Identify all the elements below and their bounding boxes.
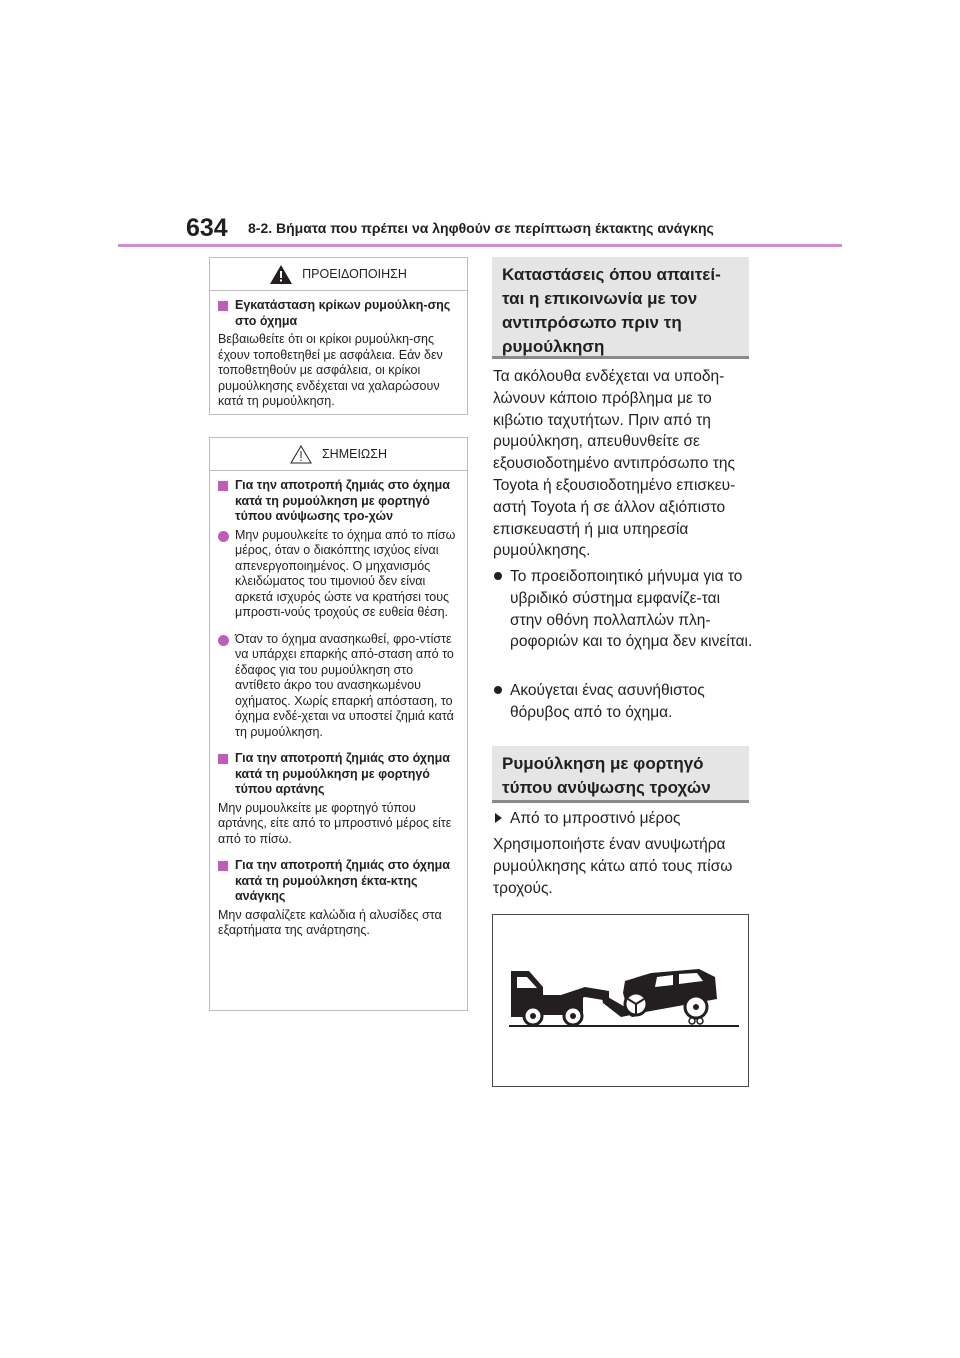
notice-header (210, 438, 467, 471)
heading-wheel-lift: Ρυμούλκηση με φορτηγό τύπου ανύψωσης τροχών (492, 746, 749, 803)
notice-section3-text: Μην ασφαλίζετε καλώδια ή αλυσίδες στα εξαρτήματα της ανάρτησης. (218, 907, 442, 937)
warning-text: Βεβαιωθείτε ότι οι κρίκοι ρυμούλκη-σης έχουν τοποθετηθεί με ασφάλεια. Εάν δεν τοποθετηθούν με ασφάλεια, οι κρίκοι ρυμούλκησης ενδέχεται να χαλαρώσουν κατά τη ρυμούλκηση. (218, 332, 443, 408)
warning-heading: Εγκατάσταση κρίκων ρυμούλκη-σης στο όχημα (218, 298, 459, 329)
notice-section3-heading: Για την αποτροπή ζημιάς στο όχημα κατά τη ρυμούλκηση έκτα-κτης ανάγκης (218, 858, 459, 905)
warning-title: ΠΡΟΕΙΔΟΠΟΙΗΣΗ (302, 267, 407, 281)
notice-box (209, 437, 468, 1011)
notice-icon (290, 445, 312, 464)
notice-bullet-2: Όταν το όχημα ανασηκωθεί, φρο-ντίστε να υπάρχει επαρκής από-σταση από το έδαφος για του ρυμούλκηση στο αντίθετο άκρο του ανασηκωμένου οχήματος. Χωρίς επαρκή απόσταση, το όχημα ενδέ-χεται να υποστεί ζημιά κατά τη ρυμούλκηση. (218, 632, 459, 741)
tow-truck-figure (493, 915, 748, 1086)
page-number: 634 (186, 214, 228, 242)
sub-front: Από το μπροστινό μέρος (493, 808, 755, 830)
notice-section2-heading: Για την αποτροπή ζημιάς στο όχημα κατά τη ρυμούλκηση με φορτηγό τύπου αρτάνης (218, 751, 459, 798)
intro-text: Τα ακόλουθα ενδέχεται να υποδη-λώνουν κάποιο πρόβλημα με το κιβώτιο ταχυτήτων. Πριν από τη ρυμούλκηση, απευθυνθείτε σε εξουσιοδοτημένο αντιπρόσωπο της Toyota ή εξουσιοδοτημένο επισκευ-αστή Toyota ή σε άλλον αξιόπιστο επισκευαστή ή μια υπηρεσία ρυμούλκησης. (493, 368, 736, 560)
section-title: 8-2. Βήματα που πρέπει να ληφθούν σε περίπτωση έκτακτης ανάγκης (248, 220, 714, 236)
towing-illustration (492, 914, 749, 1087)
warning-header (210, 258, 467, 291)
header-divider (118, 244, 842, 247)
wheel-lift-text: Χρησιμοποιήστε έναν ανυψωτήρα ρυμούλκησης κάτω από τους πίσω τροχούς. (493, 836, 733, 897)
notice-section2-text: Μην ρυμουλκείτε με φορτηγό τύπου αρτάνης, είτε από το μπροστινό μέρος είτε από το πίσω. (218, 800, 452, 846)
page-header (0, 0, 960, 250)
warning-icon (270, 265, 292, 284)
right-bullet-2: Ακούγεται ένας ασυνήθιστος θόρυβος από το όχημα. (493, 680, 755, 724)
notice-bullet-1: Μην ρυμουλκείτε το όχημα από το πίσω μέρος, όταν ο διακόπτης ισχύος είναι απενεργοποιημένος. Ο μηχανισμός κλειδώματος του τιμονιού δεν είναι αρκετά ισχυρός ώστε να κρατήσει τους μπροστι-νούς τροχούς σε ευθεία θέση. (218, 528, 459, 621)
notice-title: ΣΗΜΕΙΩΣΗ (321, 447, 388, 461)
notice-section1-heading: Για την αποτροπή ζημιάς στο όχημα κατά τη ρυμούλκηση με φορτηγό τύπου ανύψωσης τρο-χών (218, 478, 459, 525)
warning-box (209, 257, 468, 415)
right-bullet-1: Το προειδοποιητικό μήνυμα για το υβριδικό σύστημα εμφανίζε-ται στην οθόνη πολλαπλών πλη-ροφοριών και το όχημα δεν κινείται. (493, 566, 755, 653)
heading-dealer-contact: Καταστάσεις όπου απαιτεί-ται η επικοινωνία με τον αντιπρόσωπο πριν τη ρυμούλκηση (492, 257, 749, 359)
